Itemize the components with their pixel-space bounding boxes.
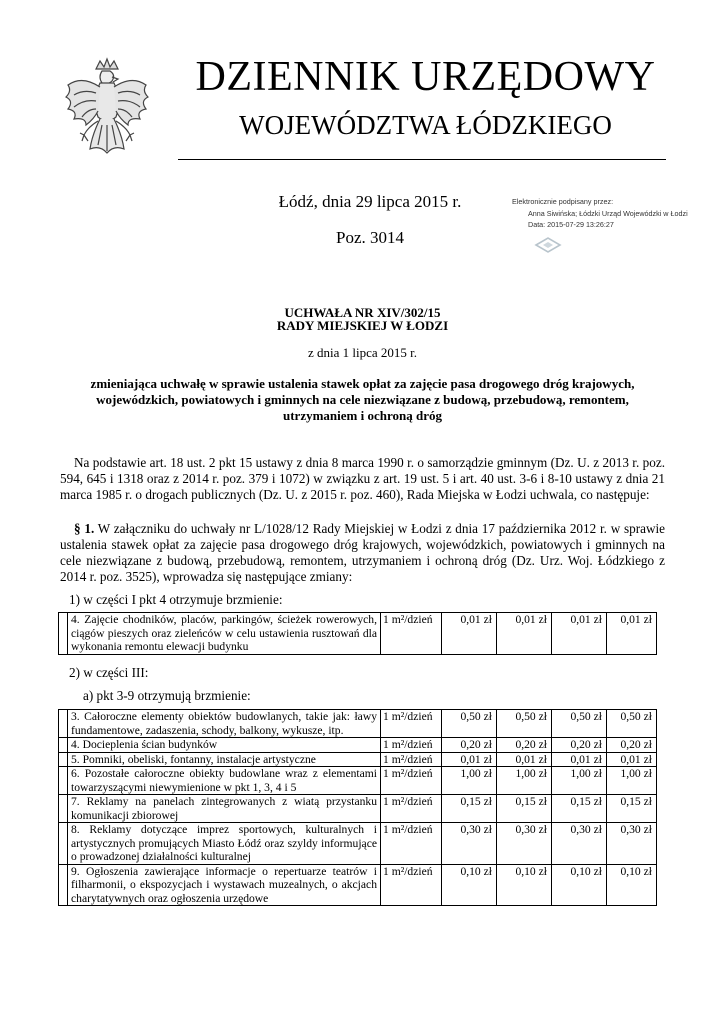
fee-rate-2: 0,50 zł bbox=[497, 710, 552, 738]
amendment-item-2: 2) w części III: bbox=[69, 665, 149, 680]
fee-rate-4: 0,30 zł bbox=[607, 823, 657, 865]
fee-description: 4. Docieplenia ścian budynków bbox=[68, 738, 381, 753]
resolution-subject: zmieniająca uchwałę w sprawie ustalenia stawek opłat za zajęcie pasa drogowego dróg krajowych, wojewódzkich, powiatowych i gminnych na cele niezwiązane z budową, przebudową, remontem, utrzymaniem i ochroną dróg bbox=[90, 376, 635, 423]
legal-basis-paragraph: Na podstawie art. 18 ust. 2 pkt 15 ustawy z dnia 8 marca 1990 r. o samorządzie gminnym (Dz. U. z 2013 r. poz. 594, 645 i 1318 oraz z 2014 r. poz. 379 i 1072) w związku z art. 19 ust. 5 i art. 40 ust. 3-6 i 8-10 ustawy z dnia 21 marca 1985 r. o drogach publicznych (Dz. U. z 2015 r. poz. 460), Rada Miejska w Łodzi uchwala, co następuje: bbox=[60, 455, 665, 502]
fee-description: 9. Ogłoszenia zawierające informacje o repertuarze teatrów i filharmonii, o ekspozycjach i wystawach muzealnych, o akcjach charytatywnych oraz ogłoszenia urzędowe bbox=[68, 864, 381, 906]
fee-description: 6. Pozostałe całoroczne obiekty budowlane wraz z elementami towarzyszącymi niewymienione w pkt 1, 3, 4 i 5 bbox=[68, 767, 381, 795]
signature-label: Elektronicznie podpisany przez: bbox=[512, 197, 614, 206]
publication-date: Łódź, dnia 29 lipca 2015 r. bbox=[278, 192, 462, 211]
fee-rate-1: 0,30 zł bbox=[442, 823, 497, 865]
fee-rate-3: 0,01 zł bbox=[552, 752, 607, 767]
fee-rate-2: 0,20 zł bbox=[497, 738, 552, 753]
fee-rate-2: 0,10 zł bbox=[497, 864, 552, 906]
fee-row bbox=[59, 823, 657, 865]
fee-rate-4: 0,01 zł bbox=[607, 752, 657, 767]
row-blank-cell bbox=[59, 864, 68, 906]
fee-description: 4. Zajęcie chodników, placów, parkingów, ścieżek rowerowych, ciągów pieszych oraz zieleńców w celu ustawienia rusztowań dla wykonania remontu elewacji budynku bbox=[68, 613, 381, 655]
fee-rate-2: 0,30 zł bbox=[497, 823, 552, 865]
polish-eagle-icon bbox=[62, 55, 152, 167]
fee-table-part-3 bbox=[58, 709, 657, 906]
e-signature-mark-icon bbox=[533, 236, 563, 254]
fee-rate-1: 0,01 zł bbox=[442, 613, 497, 655]
fee-rate-4: 0,20 zł bbox=[607, 738, 657, 753]
resolution-number: UCHWAŁA NR XIV/302/15 bbox=[284, 305, 441, 320]
fee-description: 5. Pomniki, obeliski, fontanny, instalacje artystyczne bbox=[68, 752, 381, 767]
fee-rate-4: 0,15 zł bbox=[607, 795, 657, 823]
fee-rate-3: 0,50 zł bbox=[552, 710, 607, 738]
fee-unit: 1 m²/dzień bbox=[381, 738, 442, 753]
fee-unit: 1 m²/dzień bbox=[381, 613, 442, 655]
row-blank-cell bbox=[59, 738, 68, 753]
row-blank-cell bbox=[59, 823, 68, 865]
fee-rate-3: 0,30 zł bbox=[552, 823, 607, 865]
fee-row bbox=[59, 710, 657, 738]
fee-rate-4: 0,50 zł bbox=[607, 710, 657, 738]
fee-unit: 1 m²/dzień bbox=[381, 823, 442, 865]
fee-rate-1: 0,20 zł bbox=[442, 738, 497, 753]
fee-rate-4: 0,01 zł bbox=[607, 613, 657, 655]
fee-row bbox=[59, 752, 657, 767]
header-divider bbox=[178, 159, 666, 160]
fee-rate-3: 0,01 zł bbox=[552, 613, 607, 655]
journal-title: DZIENNIK URZĘDOWY bbox=[195, 54, 656, 100]
fee-table-part-1 bbox=[58, 612, 657, 655]
fee-rate-2: 0,15 zł bbox=[497, 795, 552, 823]
fee-description: 8. Reklamy dotyczące imprez sportowych, kulturalnych i artystycznych promujących Miasto Łódź oraz szyldy informujące o prowadzonej działalności kulturalnej bbox=[68, 823, 381, 865]
fee-unit: 1 m²/dzień bbox=[381, 710, 442, 738]
section-mark: § 1. bbox=[74, 521, 95, 536]
fee-rate-1: 0,01 zł bbox=[442, 752, 497, 767]
fee-row bbox=[59, 613, 657, 655]
fee-unit: 1 m²/dzień bbox=[381, 864, 442, 906]
signature-signer: Anna Siwińska; Łódzki Urząd Wojewódzki w Łodzi bbox=[528, 208, 688, 218]
journal-subtitle: WOJEWÓDZTWA ŁÓDZKIEGO bbox=[239, 110, 612, 140]
fee-unit: 1 m²/dzień bbox=[381, 795, 442, 823]
fee-rate-1: 0,10 zł bbox=[442, 864, 497, 906]
fee-rate-2: 0,01 zł bbox=[497, 752, 552, 767]
section-1-paragraph bbox=[60, 521, 665, 585]
fee-rate-3: 1,00 zł bbox=[552, 767, 607, 795]
row-blank-cell bbox=[59, 752, 68, 767]
fee-row bbox=[59, 864, 657, 906]
section-1-text: W załączniku do uchwały nr L/1028/12 Rady Miejskiej w Łodzi z dnia 17 października 2012 r. w sprawie ustalenia stawek opłat za zajęcie pasa drogowego dróg krajowych, wojewódzkich, powiatowych i gminnych na cele niezwiązane z budową, przebudową, remontem, utrzymaniem i ochroną dróg (Dz. Urz. Woj. Łódzkiego z 2014 r. poz. 3525), wprowadza się następujące zmiany: bbox=[60, 521, 665, 584]
fee-description: 3. Całoroczne elementy obiektów budowlanych, takie jak: ławy fundamentowe, zadaszenia, schody, balkony, wykusze, itp. bbox=[68, 710, 381, 738]
row-blank-cell bbox=[59, 767, 68, 795]
resolution-council: RADY MIEJSKIEJ W ŁODZI bbox=[276, 318, 449, 333]
fee-rate-1: 0,15 zł bbox=[442, 795, 497, 823]
fee-rate-3: 0,15 zł bbox=[552, 795, 607, 823]
row-blank-cell bbox=[59, 795, 68, 823]
fee-row bbox=[59, 767, 657, 795]
amendment-item-1: 1) w części I pkt 4 otrzymuje brzmienie: bbox=[69, 592, 283, 607]
fee-row bbox=[59, 795, 657, 823]
signature-datetime: Data: 2015-07-29 13:26:27 bbox=[528, 220, 614, 229]
resolution-date: z dnia 1 lipca 2015 r. bbox=[307, 345, 418, 360]
fee-rate-2: 0,01 zł bbox=[497, 613, 552, 655]
fee-rate-1: 1,00 zł bbox=[442, 767, 497, 795]
fee-unit: 1 m²/dzień bbox=[381, 767, 442, 795]
fee-rate-3: 0,10 zł bbox=[552, 864, 607, 906]
fee-description: 7. Reklamy na panelach zintegrowanych z wiatą przystanku komunikacji zbiorowej bbox=[68, 795, 381, 823]
row-blank-cell bbox=[59, 710, 68, 738]
position-number: Poz. 3014 bbox=[336, 228, 404, 247]
fee-rate-3: 0,20 zł bbox=[552, 738, 607, 753]
amendment-item-2a: a) pkt 3-9 otrzymują brzmienie: bbox=[83, 688, 251, 703]
fee-rate-4: 1,00 zł bbox=[607, 767, 657, 795]
fee-rate-1: 0,50 zł bbox=[442, 710, 497, 738]
fee-row bbox=[59, 738, 657, 753]
fee-unit: 1 m²/dzień bbox=[381, 752, 442, 767]
row-blank-cell bbox=[59, 613, 68, 655]
electronic-signature bbox=[512, 196, 712, 231]
fee-rate-4: 0,10 zł bbox=[607, 864, 657, 906]
fee-rate-2: 1,00 zł bbox=[497, 767, 552, 795]
